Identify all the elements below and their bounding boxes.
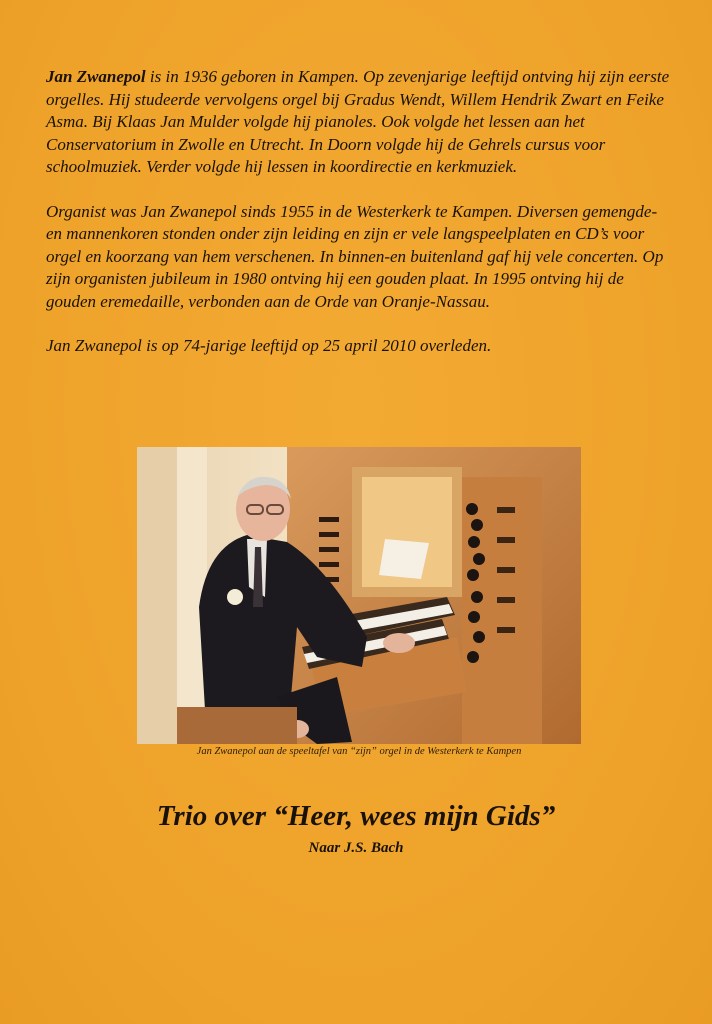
organ-console-illustration <box>137 447 581 744</box>
bio-name: Jan Zwanepol <box>46 67 146 86</box>
piece-subtitle: Naar J.S. Bach <box>308 840 404 856</box>
organist-photo <box>137 447 581 744</box>
piece-title: Trio over “Heer, wees mijn Gids” <box>156 800 556 832</box>
bio-paragraph-1-text: is in 1936 geboren in Kampen. Op zevenjarige leeftijd ontving hij zijn eerste orgelles. Hij studeerde vervolgens orgel bij Gradus Wendt, Willem Hendrik Zwart en Feike Asma. Bij Klaas Jan Mulder volgde hij pianoles. Ook volgde het lessen aan het Conservatorium in Zwolle en Utrecht. In Doorn volgde hij de Gehrels cursus voor schoolmuziek. Verder volgde hij lessen in koordirectie en kerkmuziek. <box>46 67 670 176</box>
bio-paragraph-2: Organist was Jan Zwanepol sinds 1955 in de Westerkerk te Kampen. Diversen gemengde- en mannenkoren stonden onder zijn leiding en zijn er vele langspeelplaten en CD’s voor orgel en koorzang van hem verschenen. In binnen-en buitenland gaf hij vele concerten. Op zijn organisten jubileum in 1980 ontving hij een gouden plaat. In 1995 ontving hij de gouden eremedaille, verbonden aan de Orde van Oranje-Nassau. <box>46 201 664 311</box>
photo-caption: Jan Zwanepol aan de speeltafel van “zijn” orgel in de Westerkerk te Kampen <box>196 746 522 757</box>
bio-paragraph-1 <box>46 66 676 179</box>
biography-text <box>46 66 676 380</box>
bio-paragraph-3: Jan Zwanepol is op 74-jarige leeftijd op 25 april 2010 overleden. <box>46 336 492 355</box>
